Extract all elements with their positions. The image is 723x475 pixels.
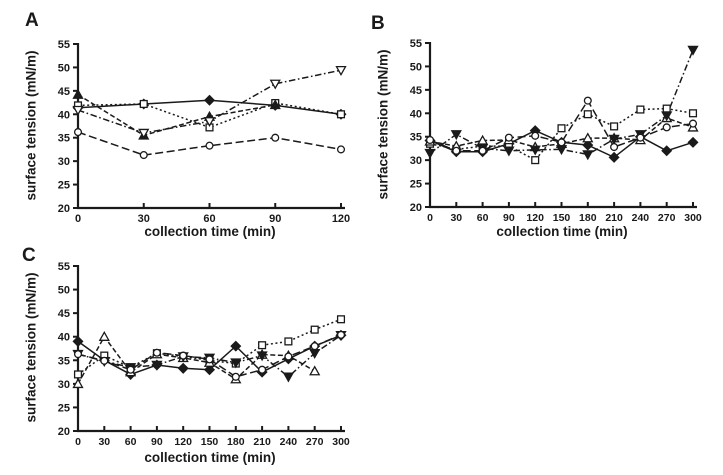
open-square-dotted-marker: [663, 105, 670, 112]
panel-b: [363, 0, 723, 240]
open-square-dotted-marker: [690, 110, 697, 117]
y-tick-label: 50: [409, 61, 422, 74]
y-tick-label: 45: [409, 84, 422, 97]
x-tick-label: 240: [279, 436, 298, 448]
panel-c: [0, 240, 360, 475]
open-circle-long-dash-marker: [338, 331, 345, 338]
y-tick-label: 45: [57, 308, 70, 321]
x-tick-label: 30: [98, 436, 111, 448]
x-tick-label: 30: [137, 213, 150, 225]
open-square-dotted-marker: [611, 123, 618, 130]
panel-b-plot: [363, 0, 723, 240]
y-tick-label: 45: [57, 85, 70, 98]
open-square-dotted-marker: [338, 111, 345, 118]
open-circle-long-dash-marker: [206, 142, 213, 149]
open-circle-long-dash-marker: [272, 134, 279, 141]
y-tick-label: 50: [57, 62, 70, 75]
open-circle-long-dash-marker: [75, 129, 82, 136]
x-tick-label: 60: [476, 212, 489, 224]
x-tick-label: 60: [124, 436, 137, 448]
filled-inverted-triangle-dash-dot-marker: [452, 131, 461, 139]
x-tick-label: 240: [631, 212, 650, 224]
panel-c-x-axis-title: collection time (min): [144, 450, 276, 465]
y-axis-ticks: [58, 261, 78, 438]
x-tick-label: 90: [269, 213, 282, 225]
open-square-dotted-marker: [285, 338, 292, 345]
filled-inverted-triangle-dash-dot-marker: [284, 373, 293, 381]
x-tick-label: 270: [657, 212, 676, 224]
x-tick-label: 210: [605, 212, 623, 224]
y-tick-label: 55: [409, 38, 422, 50]
open-square-dotted-marker: [311, 326, 318, 333]
x-tick-label: 0: [74, 213, 82, 225]
open-circle-long-dash-marker: [663, 124, 670, 131]
open-circle-long-dash-marker: [75, 351, 82, 358]
filled-diamond-solid-marker: [688, 138, 697, 147]
x-tick-label: 210: [253, 436, 271, 448]
x-tick-label: 180: [227, 436, 245, 448]
x-tick-label: 120: [331, 213, 351, 225]
y-tick-label: 20: [57, 203, 70, 215]
panel-c-letter: C: [22, 245, 37, 266]
panel-a-letter: A: [25, 10, 40, 31]
y-tick-label: 35: [57, 355, 70, 368]
panel-a: [0, 0, 360, 240]
y-tick-label: 50: [57, 284, 70, 297]
y-tick-label: 55: [57, 261, 70, 273]
x-tick-label: 300: [332, 436, 350, 448]
y-tick-label: 25: [409, 178, 422, 191]
open-circle-long-dash-marker: [101, 357, 108, 364]
x-tick-label: 180: [579, 212, 597, 224]
open-square-dotted-marker: [75, 371, 82, 378]
open-circle-long-dash-marker: [127, 366, 134, 373]
filled-inverted-triangle-dash-dot-marker: [583, 151, 592, 159]
y-tick-label: 35: [57, 132, 70, 145]
open-circle-long-dash-marker: [206, 356, 213, 363]
y-tick-label: 20: [409, 202, 422, 214]
x-tick-label: 150: [200, 436, 219, 448]
open-circle-long-dash-marker: [180, 352, 187, 359]
open-circle-long-dash-marker: [154, 349, 161, 356]
open-circle-long-dash-marker: [338, 146, 345, 153]
open-square-dotted-marker: [338, 316, 345, 323]
open-circle-long-dash-marker: [558, 139, 565, 146]
y-tick-label: 35: [409, 131, 422, 144]
open-circle-long-dash-marker: [427, 137, 434, 144]
x-tick-label: 270: [305, 436, 324, 448]
filled-diamond-solid-marker: [662, 146, 671, 155]
x-axis-ticks: [75, 203, 350, 225]
series-filled-triangle-short-dash-markers: [74, 90, 280, 139]
x-tick-label: 120: [174, 436, 192, 448]
open-square-dotted-marker: [532, 157, 539, 164]
x-tick-label: 300: [684, 212, 702, 224]
y-axis-ticks: [58, 39, 78, 215]
filled-diamond-solid-marker: [205, 96, 214, 105]
x-tick-label: 60: [203, 213, 216, 225]
filled-diamond-solid-marker: [73, 337, 82, 346]
open-circle-long-dash-marker: [140, 152, 147, 159]
panel-a-x-axis-title: collection time (min): [144, 224, 276, 239]
open-circle-long-dash-marker: [311, 343, 318, 350]
open-circle-long-dash-marker: [232, 373, 239, 380]
open-circle-long-dash-marker: [532, 132, 539, 139]
panel-a-plot: [0, 0, 360, 240]
series-open-circle-long-dash-markers: [75, 129, 345, 159]
axes: [78, 265, 345, 431]
open-square-dotted-marker: [584, 111, 591, 118]
panel-b-x-axis-title: collection time (min): [496, 224, 628, 239]
open-circle-long-dash-marker: [453, 147, 460, 154]
open-circle-long-dash-marker: [506, 134, 513, 141]
panel-b-letter: B: [371, 13, 386, 34]
filled-diamond-solid-marker: [179, 364, 188, 373]
open-circle-long-dash-marker: [611, 144, 618, 151]
open-circle-long-dash-marker: [479, 147, 486, 154]
panel-c-y-axis-title: surface tension (mN/m): [23, 272, 39, 423]
x-tick-label: 150: [552, 212, 571, 224]
open-square-dotted-marker: [259, 342, 266, 349]
open-triangle-short-dash-marker: [100, 332, 109, 340]
y-axis-ticks: [410, 38, 430, 214]
x-tick-label: 90: [503, 212, 515, 224]
open-inverted-triangle-dash-dot-marker: [271, 80, 280, 88]
x-tick-label: 120: [526, 212, 544, 224]
open-square-dotted-marker: [140, 101, 147, 108]
x-tick-label: 0: [427, 212, 433, 224]
open-triangle-short-dash-marker: [310, 367, 319, 375]
y-tick-label: 30: [57, 156, 70, 169]
filled-inverted-triangle-dash-dot-marker: [689, 46, 698, 54]
y-tick-label: 40: [57, 109, 70, 122]
open-square-dotted-marker: [637, 106, 644, 113]
y-tick-label: 30: [409, 155, 422, 168]
y-tick-label: 25: [57, 402, 70, 415]
y-tick-label: 20: [57, 426, 70, 438]
y-tick-label: 25: [57, 179, 70, 192]
panel-c-plot: [0, 240, 360, 475]
x-tick-label: 90: [151, 436, 163, 448]
x-axis-ticks: [75, 426, 350, 448]
x-tick-label: 0: [75, 436, 81, 448]
y-tick-label: 55: [57, 39, 70, 51]
y-tick-label: 30: [57, 378, 70, 391]
open-circle-long-dash-marker: [259, 366, 266, 373]
panel-b-y-axis-title: surface tension (mN/m): [375, 49, 391, 200]
x-axis-ticks: [427, 202, 702, 224]
open-circle-long-dash-marker: [584, 97, 591, 104]
open-circle-long-dash-marker: [285, 353, 292, 360]
y-tick-label: 40: [409, 108, 422, 121]
open-circle-long-dash-marker: [637, 134, 644, 141]
open-square-dotted-marker: [558, 125, 565, 132]
x-tick-label: 30: [450, 212, 463, 224]
panel-a-y-axis-title: surface tension (mN/m): [23, 50, 39, 201]
filled-inverted-triangle-dash-dot-marker: [426, 150, 435, 158]
y-tick-label: 40: [57, 331, 70, 344]
open-circle-long-dash-marker: [690, 120, 697, 127]
